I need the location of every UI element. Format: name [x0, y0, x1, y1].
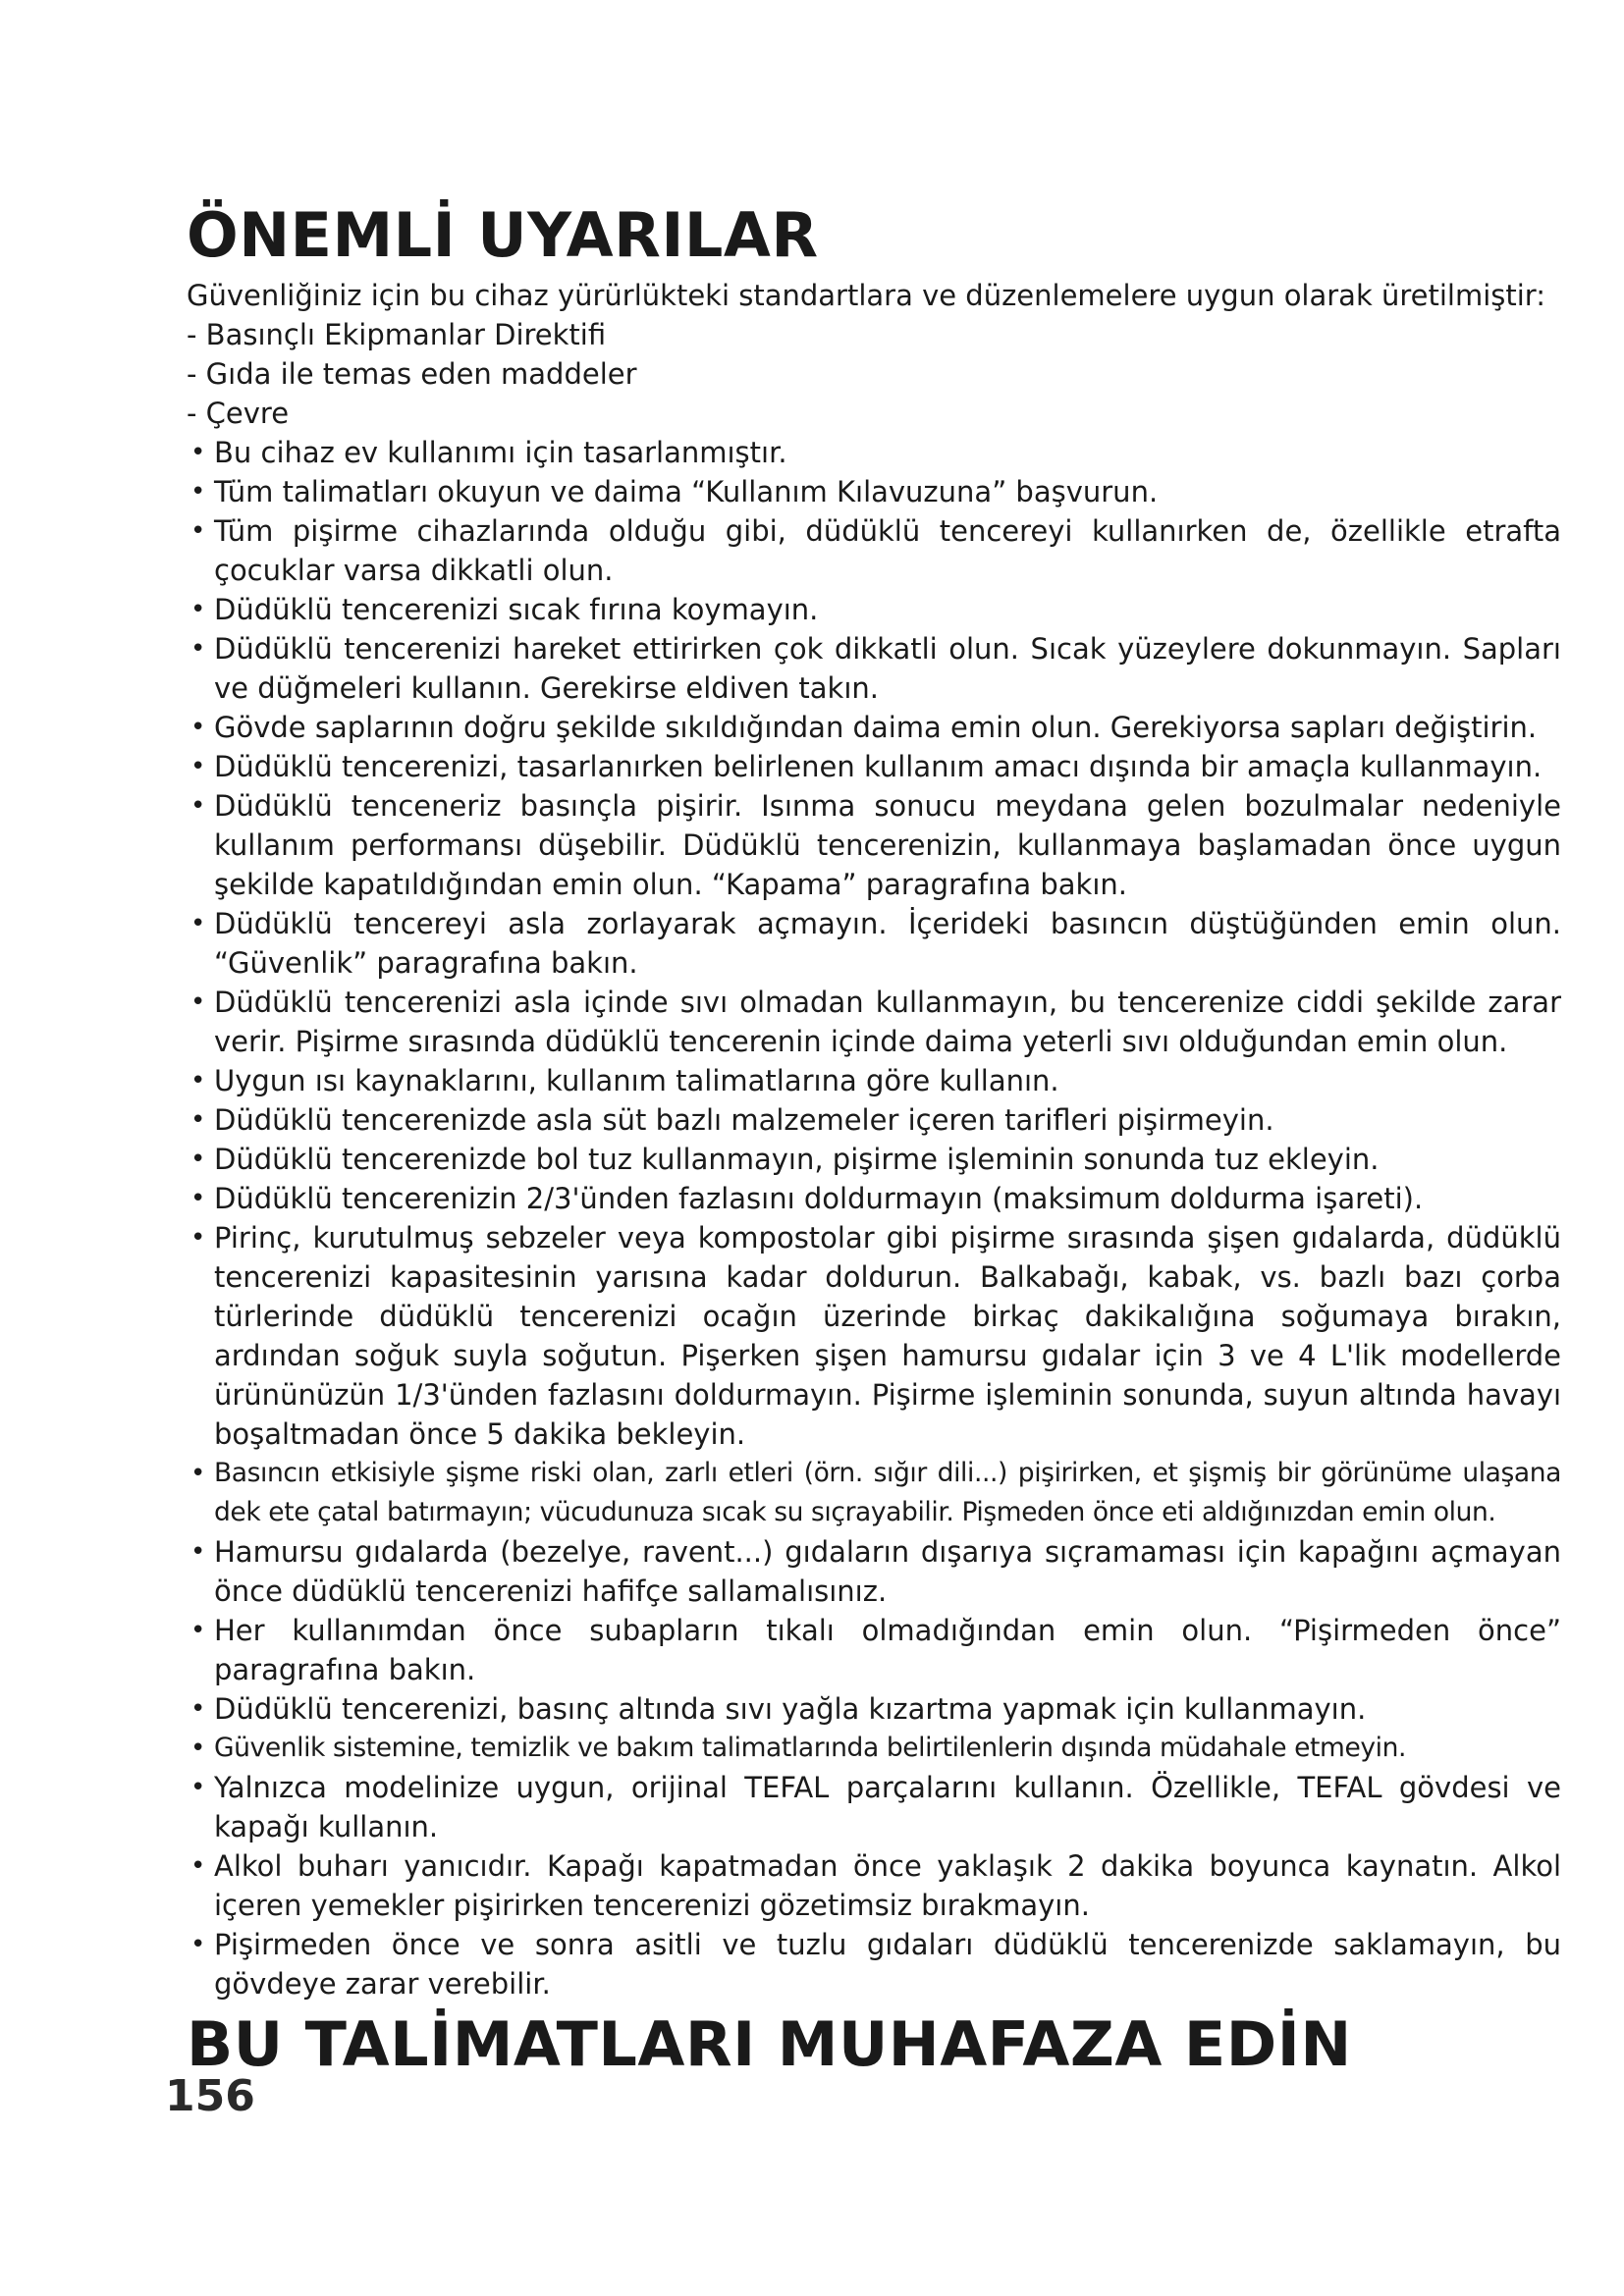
warning-item	[187, 983, 1561, 1061]
warning-text: Güvenlik sistemine, temizlik ve bakım talimatlarında belirtilenlerin dışında müdahale etmeyin.	[214, 1733, 1407, 1763]
bullet-icon: •	[190, 988, 206, 1017]
standards-item: - Basınçlı Ekipmanlar Direktifi	[187, 318, 607, 351]
warning-item	[187, 747, 1561, 786]
bullet-icon: •	[190, 1145, 206, 1174]
warning-text: Düdüklü tencerenizde asla süt bazlı malzemeler içeren tarifleri pişirmeyin.	[214, 1103, 1274, 1137]
warning-text: Düdüklü tencerenizin 2/3'ünden fazlasını doldurmayın (maksimum doldurma işareti).	[214, 1182, 1424, 1215]
warning-text: Düdüklü tencerenizi, basınç altında sıvı yağla kızartma yapmak için kullanmayın.	[214, 1692, 1367, 1726]
warning-item	[187, 511, 1561, 590]
document-page	[187, 201, 1561, 2080]
warning-text: Alkol buharı yanıcıdır. Kapağı kapatmadan önce yaklaşık 2 dakika boyunca kaynatın. Alkol içeren yemekler pişirirken tencerenizi gözetimsiz bırakmayın.	[214, 1849, 1561, 1922]
footer-title: BU TALİMATLARI MUHAFAZA EDİN	[187, 2008, 1352, 2080]
warning-item	[187, 1611, 1561, 1689]
bullet-icon: •	[190, 477, 206, 507]
warning-item	[187, 1689, 1561, 1729]
warning-item	[187, 472, 1561, 511]
bullet-icon: •	[190, 1184, 206, 1213]
bullet-icon: •	[190, 713, 206, 742]
warning-text: Uygun ısı kaynaklarını, kullanım talimatlarına göre kullanın.	[214, 1064, 1059, 1097]
warning-text: Basıncın etkisiyle şişme riski olan, zarlı etleri (örn. sığır dili...) pişirirken, et şişmiş bir görünüme ulaşana dek ete çatal batırmayın; vücudunuza sıcak su sıçrayabilir. Pişmeden önce eti aldığınızdan emin olun.	[214, 1458, 1561, 1527]
warning-text: Yalnızca modelinize uygun, orijinal TEFAL parçalarını kullanın. Özellikle, TEFAL gövdesi ve kapağı kullanın.	[214, 1771, 1561, 1843]
warning-text: Düdüklü tencerenizde bol tuz kullanmayın, pişirme işleminin sonunda tuz ekleyin.	[214, 1143, 1380, 1176]
warning-item	[187, 1218, 1561, 1454]
warning-text: Düdüklü tencereyi asla zorlayarak açmayın. İçerideki basıncın düştüğünden emin olun. “Güvenlik” paragrafına bakın.	[214, 907, 1561, 980]
bullet-icon: •	[190, 1105, 206, 1135]
warning-item	[187, 1454, 1561, 1532]
bullet-icon: •	[190, 438, 206, 467]
warning-text: Hamursu gıdalarda (bezelye, ravent...) gıdaların dışarıya sıçramaması için kapağını açmayan önce düdüklü tencerenizi hafifçe sallamalısınız.	[214, 1535, 1561, 1608]
warning-item	[187, 1532, 1561, 1611]
warning-item	[187, 629, 1561, 708]
bullet-icon: •	[190, 1851, 206, 1881]
warning-item	[187, 1925, 1561, 2003]
bullet-icon: •	[190, 752, 206, 781]
warning-item	[187, 433, 1561, 472]
warning-text: Düdüklü tencerenizi sıcak fırına koymayın.	[214, 593, 819, 626]
standards-item: - Gıda ile temas eden maddeler	[187, 357, 637, 391]
page-number: 156	[165, 2071, 255, 2121]
warning-text: Tüm talimatları okuyun ve daima “Kullanım Kılavuzuna” başvurun.	[214, 475, 1159, 508]
warning-item	[187, 1061, 1561, 1100]
bullet-icon: •	[190, 516, 206, 546]
warning-text: Pirinç, kurutulmuş sebzeler veya kompostolar gibi pişirme sırasında şişen gıdalarda, düdüklü tencerenizi kapasitesinin yarısına kadar doldurun. Balkabağı, kabak, vs. bazlı bazı çorba türlerinde düdüklü tencerenizi ocağın üzerinde birkaç dakikalığına soğumaya bırakın, ardından soğuk suyla soğutun. Pişerken şişen hamursu gıdalar için 3 ve 4 L'lik modellerde ürününüzün 1/3'ünden fazlasını doldurmayın. Pişirme işleminin sonunda, suyun altında havayı boşaltmadan önce 5 dakika bekleyin.	[214, 1221, 1561, 1451]
bullet-icon: •	[190, 1694, 206, 1724]
warning-text: Bu cihaz ev kullanımı için tasarlanmıştır.	[214, 436, 787, 469]
warning-item	[187, 708, 1561, 747]
bullet-icon: •	[190, 1616, 206, 1645]
warning-text: Düdüklü tencerenizi asla içinde sıvı olmadan kullanmayın, bu tencerenize ciddi şekilde zarar verir. Pişirme sırasında düdüklü tencerenin içinde daima yeterli sıvı olduğundan emin olun.	[214, 986, 1561, 1058]
warning-text: Düdüklü tencerenizi, tasarlanırken belirlenen kullanım amacı dışında bir amaçla kullanmayın.	[214, 750, 1543, 783]
bullet-icon: •	[190, 1773, 206, 1802]
warning-text: Pişirmeden önce ve sonra asitli ve tuzlu gıdaları düdüklü tencerenizde saklamayın, bu gövdeye zarar verebilir.	[214, 1928, 1561, 2001]
warning-item	[187, 1179, 1561, 1218]
warnings-list	[187, 433, 1561, 2003]
warning-item	[187, 1729, 1561, 1768]
bullet-icon: •	[190, 1537, 206, 1567]
bullet-icon: •	[190, 909, 206, 938]
bullet-icon: •	[190, 634, 206, 664]
warning-item	[187, 904, 1561, 983]
warning-text: Tüm pişirme cihazlarında olduğu gibi, düdüklü tencereyi kullanırken de, özellikle etrafta çocuklar varsa dikkatli olun.	[214, 514, 1561, 587]
bullet-icon: •	[190, 1930, 206, 1959]
warning-text: Düdüklü tenceneriz basınçla pişirir. Isınma sonucu meydana gelen bozulmalar nedeniyle kullanım performansı düşebilir. Düdüklü tencerenizin, kullanmaya başlamadan önce uygun şekilde kapatıldığından emin olun. “Kapama” paragrafına bakın.	[214, 789, 1561, 901]
standards-item: - Çevre	[187, 397, 290, 430]
warning-text: Düdüklü tencerenizi hareket ettirirken çok dikkatli olun. Sıcak yüzeylere dokunmayın. Sapları ve düğmeleri kullanın. Gerekirse eldiven takın.	[214, 632, 1561, 705]
bullet-icon: •	[190, 1734, 205, 1763]
page-title: ÖNEMLİ UYARILAR	[187, 199, 819, 271]
intro-text: Güvenliğiniz için bu cihaz yürürlükteki standartlara ve düzenlemelere uygun olarak üretilmiştir:	[187, 279, 1545, 312]
bullet-icon: •	[190, 595, 206, 624]
warning-item	[187, 590, 1561, 629]
bullet-icon: •	[190, 791, 206, 821]
standards-list	[187, 315, 1561, 433]
warning-item	[187, 1100, 1561, 1140]
warning-text: Her kullanımdan önce subapların tıkalı olmadığından emin olun. “Pişirmeden önce” paragrafına bakın.	[214, 1614, 1561, 1686]
bullet-icon: •	[190, 1223, 206, 1253]
bullet-icon: •	[190, 1459, 205, 1488]
warning-item	[187, 1768, 1561, 1846]
bullet-icon: •	[190, 1066, 206, 1095]
warning-text: Gövde saplarının doğru şekilde sıkıldığından daima emin olun. Gerekiyorsa sapları değiştirin.	[214, 711, 1538, 744]
warning-item	[187, 1846, 1561, 1925]
warning-item	[187, 786, 1561, 904]
warning-item	[187, 1140, 1561, 1179]
